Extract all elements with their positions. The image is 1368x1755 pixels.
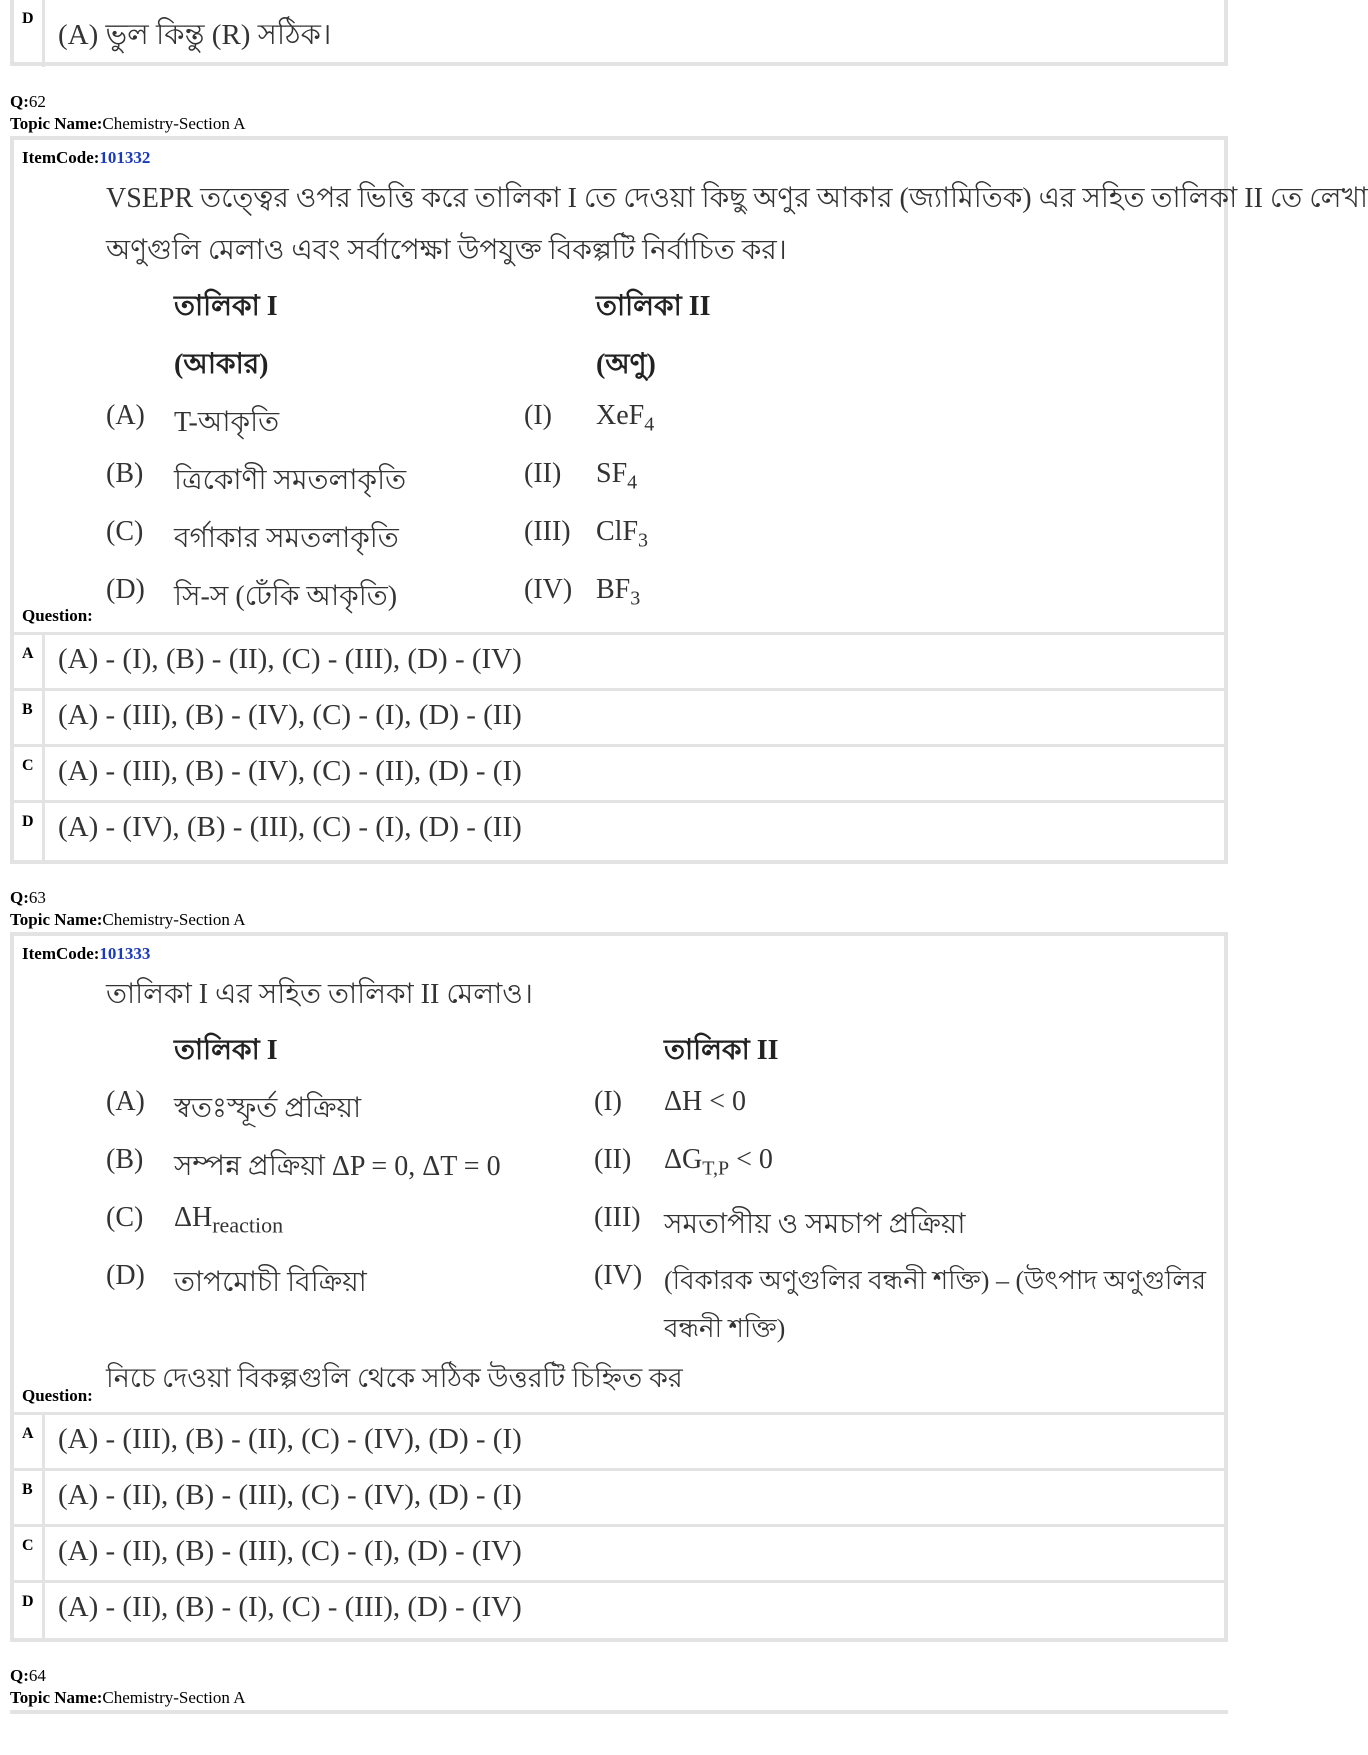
question-stem: তালিকা I এর সহিত তালিকা II মেলাও। [106, 979, 533, 1010]
list1-row-c-text: $\Delta H_{reaction}$ [174, 1202, 284, 1238]
list1-row-d-text: তাপমোচী বিক্রিয়া [174, 1267, 367, 1298]
answer-option-d[interactable]: D (A) - (II), (B) - (I), (C) - (III), (D) - (IV) [14, 1580, 1224, 1641]
option-text: (A) - (I), (B) - (II), (C) - (III), (D) - (IV) [58, 643, 522, 675]
list1-row-d-text: সি-স (ঢেঁকি আকৃতি) [174, 581, 398, 612]
answer-option-a[interactable]: A (A) - (I), (B) - (II), (C) - (III), (D) - (IV) [14, 632, 1224, 688]
option-letter: D [22, 10, 34, 27]
question-stem-line2: অণুগুলি মেলাও এবং সর্বাপেক্ষা উপযুক্ত বিকল্পটি নির্বাচিত কর। [106, 235, 787, 266]
list2-row-iv-text: (বিকারক অণুগুলির বন্ধনী শক্তি) – (উৎপাদ অণুগুলির [664, 1266, 1207, 1295]
list1-row-a-text: T-আকৃতি [174, 407, 280, 438]
answer-option-b[interactable]: B (A) - (II), (B) - (III), (C) - (IV), (D) - (I) [14, 1468, 1224, 1524]
item-code-62: ItemCode:101332 [22, 148, 151, 167]
topic-name-63: Topic Name:Chemistry-Section A [10, 910, 246, 929]
list1-row-a-label: (A) [106, 400, 145, 431]
item-code-63: ItemCode:101333 [22, 944, 151, 963]
list1-row-b-label: (B) [106, 1144, 144, 1175]
list1-row-c-text: বর্গাকার সমতলাকৃতি [174, 523, 399, 554]
question-number-62: Q:62 [10, 92, 46, 111]
list2-row-iv-molecule: $BF_3$ [596, 574, 641, 610]
question-label-63: Question: [22, 1386, 93, 1405]
list1-header: তালিকা I [174, 291, 278, 322]
list1-row-d-label: (D) [106, 1260, 145, 1291]
list2-row-iv-text-line2: বন্ধনী শক্তি) [664, 1314, 786, 1343]
answer-option-d[interactable] [14, 0, 1224, 67]
question-text: নিচে দেওয়া বিকল্পগুলি থেকে সঠিক উত্তরটি চিহ্নিত কর [106, 1363, 683, 1393]
list1-row-b-text: সম্পন্ন প্রক্রিয়া ΔP = 0, ΔT = 0 [174, 1151, 501, 1182]
question-label-62: Question: [22, 606, 93, 625]
answer-option-b[interactable]: B (A) - (III), (B) - (IV), (C) - (I), (D) - (II) [14, 688, 1224, 744]
list1-row-b-label: (B) [106, 458, 144, 489]
option-text: (A) - (II), (B) - (I), (C) - (III), (D) - (IV) [58, 1591, 522, 1623]
question-box-62 [10, 136, 1368, 864]
question-number-63: Q:63 [10, 888, 46, 907]
list1-header: তালিকা I [174, 1035, 278, 1066]
list2-row-ii-label: (II) [524, 458, 562, 489]
list2-row-iv-label: (IV) [524, 574, 573, 605]
list2-row-iv-label: (IV) [594, 1260, 643, 1291]
option-text: (A) - (III), (B) - (II), (C) - (IV), (D) - (I) [58, 1423, 522, 1455]
option-text: (A) - (IV), (B) - (III), (C) - (I), (D) - (II) [58, 811, 522, 843]
answer-option-c[interactable]: C (A) - (III), (B) - (IV), (C) - (II), (D) - (I) [14, 744, 1224, 800]
list2-row-i-text: ΔH < 0 [664, 1086, 747, 1117]
list1-row-a-text: স্বতঃস্ফূর্ত প্রক্রিয়া [174, 1093, 362, 1124]
list2-row-ii-label: (II) [594, 1144, 632, 1175]
list2-row-i-molecule: XeF$_4$ [596, 400, 655, 436]
list2-subheader: (অণু) [596, 349, 656, 380]
topic-name-64: Topic Name:Chemistry-Section A [10, 1688, 246, 1707]
list1-row-c-label: (C) [106, 1202, 144, 1233]
list2-row-ii-text: $\Delta G_{T,P} < 0$ [664, 1144, 773, 1180]
answer-option-d[interactable]: D (A) - (IV), (B) - (III), (C) - (I), (D) - (II) [14, 800, 1224, 863]
list1-row-b-text: ত্রিকোণী সমতলাকৃতি [174, 465, 407, 496]
list1-subheader: (আকার) [174, 349, 269, 380]
list2-row-i-label: (I) [594, 1086, 622, 1117]
list2-row-i-label: (I) [524, 400, 552, 431]
topic-name-62: Topic Name:Chemistry-Section A [10, 114, 246, 133]
list2-row-iii-text: সমতাপীয় ও সমচাপ প্রক্রিয়া [664, 1209, 966, 1240]
list1-row-d-label: (D) [106, 574, 145, 605]
list1-row-c-label: (C) [106, 516, 144, 547]
option-text: (A) ভুল কিন্তু (R) সঠিক। [58, 19, 332, 51]
list2-header: তালিকা II [596, 291, 711, 322]
question-box-64-top-border [10, 1710, 1228, 1714]
list2-row-ii-molecule: $SF_4$ [596, 458, 638, 494]
answer-option-a[interactable]: A (A) - (III), (B) - (II), (C) - (IV), (D) - (I) [14, 1412, 1224, 1468]
list2-row-iii-molecule: ClF$_3$ [596, 516, 649, 552]
list2-row-iii-label: (III) [594, 1202, 641, 1233]
question-stem-line1: VSEPR তত্ত্বের ওপর ভিত্তি করে তালিকা I তে দেওয়া কিছু অণুর আকার (জ্যামিতিক) এর সহিত তালিকা II তে লেখা [106, 183, 1368, 214]
option-text: (A) - (II), (B) - (III), (C) - (IV), (D) - (I) [58, 1479, 522, 1511]
list1-row-a-label: (A) [106, 1086, 145, 1117]
option-text: (A) - (II), (B) - (III), (C) - (I), (D) - (IV) [58, 1535, 522, 1567]
list2-row-iii-label: (III) [524, 516, 571, 547]
answer-option-c[interactable]: C (A) - (II), (B) - (III), (C) - (I), (D) - (IV) [14, 1524, 1224, 1580]
question-number-64: Q:64 [10, 1666, 46, 1685]
list2-header: তালিকা II [664, 1035, 779, 1066]
option-text: (A) - (III), (B) - (IV), (C) - (I), (D) - (II) [58, 699, 522, 731]
option-text: (A) - (III), (B) - (IV), (C) - (II), (D) - (I) [58, 755, 522, 787]
question-box-63 [10, 932, 1228, 1642]
prev-question-box [10, 0, 1228, 66]
